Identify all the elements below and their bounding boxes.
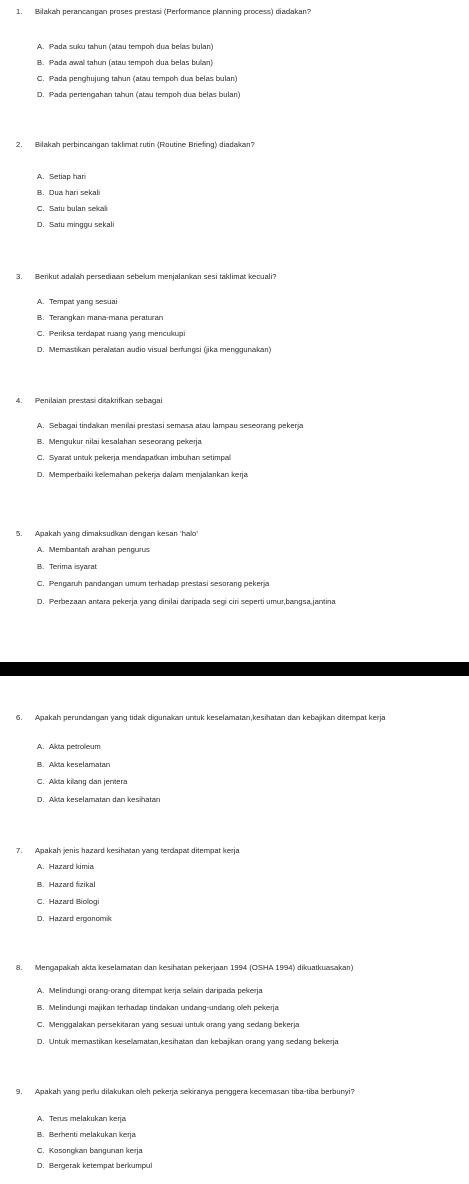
- option-letter: D.: [37, 1161, 45, 1170]
- option-text: Melindungi majikan terhadap tindakan undang-undang oleh pekerja: [49, 1003, 279, 1012]
- option-text: Akta kilang dan jentera: [49, 777, 128, 786]
- option-text: Syarat untuk pekerja mendapatkan imbuhan setimpal: [49, 453, 231, 462]
- option-text: Pada suku tahun (atau tempoh dua belas bulan): [49, 42, 214, 51]
- question-number: 8.: [16, 963, 23, 972]
- question-text: Penilaian prestasi ditakrifkan sebagai: [35, 396, 163, 405]
- option-c: [37, 897, 99, 906]
- question-text: Mengapakah akta keselamatan dan kesihatan pekerjaan 1994 (OSHA 1994) dikuatkuasakan): [35, 963, 354, 972]
- option-text: Akta keselamatan: [49, 760, 111, 769]
- option-text: Bergerak ketempat berkumpul: [49, 1161, 153, 1170]
- option-letter: C.: [37, 1146, 45, 1155]
- option-b: [37, 313, 163, 322]
- option-d: [37, 914, 112, 923]
- option-d: [37, 220, 114, 229]
- option-a: [37, 42, 213, 51]
- option-letter: A.: [37, 862, 45, 871]
- option-a: [37, 742, 101, 751]
- option-text: Pengaruh pandangan umum terhadap prestasi sesorang pekerja: [49, 579, 270, 588]
- option-a: [37, 297, 117, 306]
- option-letter: A.: [37, 986, 45, 995]
- option-a: [37, 862, 94, 871]
- option-text: Menggalakan persekitaran yang sesuai untuk orang yang sedang bekerja: [49, 1020, 300, 1029]
- option-text: Hazard ergonomik: [49, 914, 112, 923]
- option-letter: C.: [37, 897, 45, 906]
- option-letter: B.: [37, 313, 45, 322]
- option-letter: A.: [37, 172, 45, 181]
- option-letter: D.: [37, 470, 45, 479]
- option-b: [37, 562, 97, 571]
- option-text: Setiap hari: [49, 172, 86, 181]
- question-number: 5.: [16, 529, 23, 538]
- option-b: [37, 1003, 279, 1012]
- option-letter: D.: [37, 90, 45, 99]
- option-c: [37, 777, 127, 786]
- option-d: [37, 795, 160, 804]
- option-letter: B.: [37, 188, 45, 197]
- question-text: Bilakah perbincangan taklimat rutin (Routine Briefing) diadakan?: [35, 140, 255, 149]
- option-a: [37, 545, 150, 554]
- option-letter: B.: [37, 1130, 45, 1139]
- option-letter: C.: [37, 579, 45, 588]
- option-text: Sebagai tindakan menilai prestasi semasa atau lampau seseorang pekerja: [49, 421, 304, 430]
- question-text: Apakah yang dimaksudkan dengan kesan ‘halo’: [35, 529, 198, 538]
- option-text: Untuk memastikan keselamatan,kesihatan dan kebajikan orang yang sedang bekerja: [49, 1037, 339, 1046]
- option-d: [37, 470, 248, 479]
- question-number: 6.: [16, 713, 23, 722]
- question-text: Apakah jenis hazard kesihatan yang terdapat ditempat kerja: [35, 846, 240, 855]
- option-letter: C.: [37, 1020, 45, 1029]
- option-text: Terima isyarat: [49, 562, 97, 571]
- option-letter: D.: [37, 597, 45, 606]
- option-text: Mengukur nilai kesalahan seseorang pekerja: [49, 437, 202, 446]
- option-text: Dua hari sekali: [49, 188, 100, 197]
- option-letter: A.: [37, 1114, 45, 1123]
- option-b: [37, 437, 202, 446]
- option-letter: C.: [37, 329, 45, 338]
- option-text: Periksa terdapat ruang yang mencukupi: [49, 329, 186, 338]
- option-b: [37, 1130, 136, 1139]
- option-b: [37, 880, 95, 889]
- option-letter: B.: [37, 562, 45, 571]
- option-text: Perbezaan antara pekerja yang dinilai daripada segi ciri seperti umur,bangsa,jantina: [49, 597, 336, 606]
- question-number: 1.: [16, 7, 23, 16]
- question-text: Apakah perundangan yang tidak digunakan untuk keselamatan,kesihatan dan kebajikan ditempat kerja: [35, 713, 386, 722]
- option-letter: B.: [37, 437, 45, 446]
- question-number: 3.: [16, 272, 23, 281]
- option-text: Satu bulan sekali: [49, 204, 108, 213]
- question-text: Apakah yang perlu dilakukan oleh pekerja sekiranya penggera kecemasan tiba-tiba berbunyi?: [35, 1087, 355, 1096]
- option-text: Terangkan mana-mana peraturan: [49, 313, 164, 322]
- option-d: [37, 1161, 152, 1170]
- option-letter: A.: [37, 545, 45, 554]
- option-text: Memastikan peralatan audio visual berfungsi (jika menggunakan): [49, 345, 272, 354]
- option-text: Membantah arahan pengurus: [49, 545, 150, 554]
- question-text: Berikut adalah persediaan sebelum menjalankan sesi taklimat kecuali?: [35, 272, 277, 281]
- option-c: [37, 1020, 299, 1029]
- option-text: Hazard fizikal: [49, 880, 96, 889]
- option-letter: A.: [37, 742, 45, 751]
- option-letter: C.: [37, 74, 45, 83]
- option-text: Hazard Biologi: [49, 897, 100, 906]
- option-text: Memperbaiki kelemahan pekerja dalam menjalankan kerja: [49, 470, 248, 479]
- option-a: [37, 986, 263, 995]
- option-d: [37, 90, 240, 99]
- option-letter: B.: [37, 880, 45, 889]
- option-letter: D.: [37, 1037, 45, 1046]
- option-c: [37, 329, 185, 338]
- page-separator: [0, 662, 469, 676]
- option-text: Pada pertengahan tahun (atau tempoh dua belas bulan): [49, 90, 241, 99]
- option-a: [37, 421, 303, 430]
- option-text: Akta petroleum: [49, 742, 101, 751]
- option-d: [37, 597, 336, 606]
- option-b: [37, 188, 100, 197]
- option-letter: B.: [37, 58, 45, 67]
- option-c: [37, 1146, 143, 1155]
- option-letter: C.: [37, 777, 45, 786]
- option-letter: A.: [37, 421, 45, 430]
- question-text: Bilakah perancangan proses prestasi (Performance planning process) diadakan?: [35, 7, 312, 16]
- option-letter: D.: [37, 345, 45, 354]
- option-text: Satu minggu sekali: [49, 220, 115, 229]
- question-number: 7.: [16, 846, 23, 855]
- option-c: [37, 74, 237, 83]
- document-page-2: [0, 676, 469, 1184]
- option-letter: D.: [37, 914, 45, 923]
- option-letter: B.: [37, 1003, 45, 1012]
- question-number: 2.: [16, 140, 23, 149]
- option-b: [37, 760, 110, 769]
- option-text: Tempat yang sesuai: [49, 297, 118, 306]
- question-number: 4.: [16, 396, 23, 405]
- option-text: Kosongkan bangunan kerja: [49, 1146, 143, 1155]
- option-text: Hazard kimia: [49, 862, 94, 871]
- option-d: [37, 345, 271, 354]
- option-text: Terus melakukan kerja: [49, 1114, 127, 1123]
- question-number: 9.: [16, 1087, 23, 1096]
- option-b: [37, 58, 213, 67]
- option-text: Akta keselamatan dan kesihatan: [49, 795, 161, 804]
- option-letter: A.: [37, 42, 45, 51]
- option-letter: C.: [37, 204, 45, 213]
- option-d: [37, 1037, 339, 1046]
- option-a: [37, 172, 86, 181]
- option-a: [37, 1114, 126, 1123]
- option-letter: D.: [37, 795, 45, 804]
- option-text: Pada penghujung tahun (atau tempoh dua belas bulan): [49, 74, 238, 83]
- option-letter: D.: [37, 220, 45, 229]
- option-text: Berhenti melakukan kerja: [49, 1130, 136, 1139]
- option-c: [37, 204, 108, 213]
- option-letter: A.: [37, 297, 45, 306]
- option-text: Melindungi orang-orang ditempat kerja selain daripada pekerja: [49, 986, 263, 995]
- option-text: Pada awal tahun (atau tempoh dua belas bulan): [49, 58, 213, 67]
- option-letter: C.: [37, 453, 45, 462]
- option-c: [37, 579, 269, 588]
- option-letter: B.: [37, 760, 45, 769]
- option-c: [37, 453, 231, 462]
